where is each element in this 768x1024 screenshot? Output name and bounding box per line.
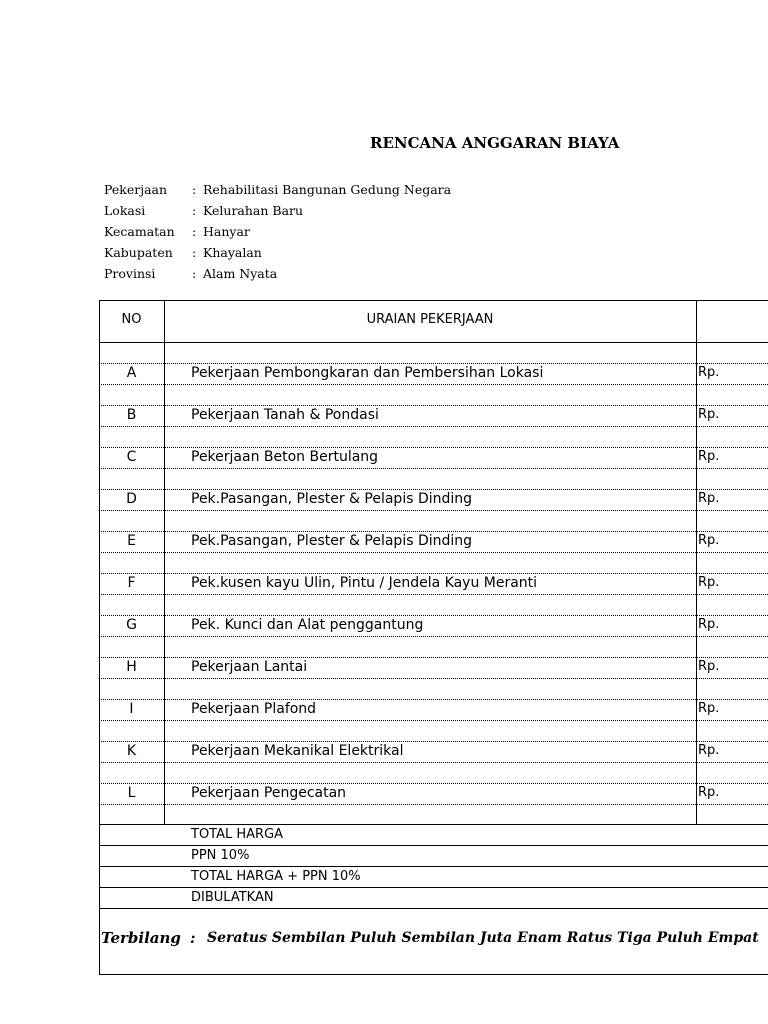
summary-ppn: PPN 10% [191,848,250,863]
row-rp: Rp. [698,449,720,464]
info-row-kabupaten [104,242,451,263]
info-value: Kelurahan Baru [203,203,304,218]
info-row-lokasi [104,200,451,221]
table-row [99,615,768,635]
row-rp: Rp. [698,407,720,422]
project-info [104,179,451,284]
info-label: Lokasi [104,203,146,218]
info-colon: : [192,224,197,239]
row-no: G [126,617,137,633]
table-border-left [99,300,100,975]
dotted-separator [99,678,768,679]
info-colon: : [192,203,197,218]
summary-total: TOTAL HARGA [191,827,284,842]
budget-table [99,300,768,975]
row-no: B [126,407,137,423]
info-value: Hanyar [203,224,250,239]
info-row-kecamatan [104,221,451,242]
table-border-bottom [99,974,768,975]
row-desc: Pekerjaan Plafond [191,701,317,717]
terbilang-value: Seratus Sembilan Puluh Sembilan Juta Enam Ratus Tiga Puluh Empat [207,930,759,946]
header-divider [99,342,768,343]
row-rp: Rp. [698,701,720,716]
dotted-separator [99,552,768,553]
table-border-top [99,300,768,301]
summary-divider [99,908,768,909]
info-value: Alam Nyata [203,266,278,281]
table-row [99,447,768,467]
row-rp: Rp. [698,617,720,632]
row-desc: Pekerjaan Lantai [191,659,308,675]
terbilang-label: Terbilang [101,929,181,947]
row-rp: Rp. [698,785,720,800]
info-label: Pekerjaan [104,182,168,197]
row-no: A [126,365,137,381]
row-rp: Rp. [698,491,720,506]
table-row [99,405,768,425]
header-uraian: URAIAN PEKERJAAN [366,312,494,327]
row-desc: Pekerjaan Pembongkaran dan Pembersihan Lokasi [191,365,544,381]
table-row [99,363,768,383]
row-no: E [127,533,136,549]
dotted-separator [99,594,768,595]
dotted-separator [99,636,768,637]
row-desc: Pek.Pasangan, Plester & Pelapis Dinding [191,533,473,549]
row-no: I [129,701,134,717]
info-label: Kecamatan [104,224,175,239]
row-rp: Rp. [698,365,720,380]
info-label: Provinsi [104,266,156,281]
dotted-separator [99,384,768,385]
row-no: H [126,659,137,675]
row-desc: Pekerjaan Beton Bertulang [191,449,379,465]
info-value: Rehabilitasi Bangunan Gedung Negara [203,182,452,197]
row-no: L [127,785,136,801]
dotted-separator [99,510,768,511]
row-rp: Rp. [698,575,720,590]
summary-dibulatkan: DIBULATKAN [191,890,274,905]
summary-total-ppn: TOTAL HARGA + PPN 10% [191,869,361,884]
table-row [99,699,768,719]
info-colon: : [192,245,197,260]
title-text: RENCANA ANGGARAN BIAYA [370,134,620,152]
info-label: Kabupaten [104,245,173,260]
row-rp: Rp. [698,659,720,674]
dotted-separator [99,468,768,469]
row-no: C [126,449,137,465]
info-colon: : [192,266,197,281]
row-desc: Pek.kusen kayu Ulin, Pintu / Jendela Kayu Meranti [191,575,538,591]
info-row-pekerjaan [104,179,451,200]
dotted-separator [99,426,768,427]
terbilang-colon: : [190,929,196,947]
row-no: F [127,575,136,591]
row-desc: Pekerjaan Mekanikal Elektrikal [191,743,404,759]
table-row [99,741,768,761]
row-desc: Pek. Kunci dan Alat penggantung [191,617,424,633]
table-row [99,531,768,551]
table-row [99,573,768,593]
info-colon: : [192,182,197,197]
dotted-separator [99,762,768,763]
dotted-separator [99,720,768,721]
header-no: NO [121,312,142,327]
row-rp: Rp. [698,533,720,548]
table-row [99,783,768,803]
row-desc: Pekerjaan Tanah & Pondasi [191,407,379,423]
row-rp: Rp. [698,743,720,758]
dotted-separator [99,804,768,805]
table-row [99,657,768,677]
row-desc: Pekerjaan Pengecatan [191,785,347,801]
row-no: K [126,743,137,759]
info-row-provinsi [104,263,451,284]
row-no: D [126,491,137,507]
info-value: Khayalan [203,245,262,260]
row-desc: Pek.Pasangan, Plester & Pelapis Dinding [191,491,473,507]
table-row [99,489,768,509]
